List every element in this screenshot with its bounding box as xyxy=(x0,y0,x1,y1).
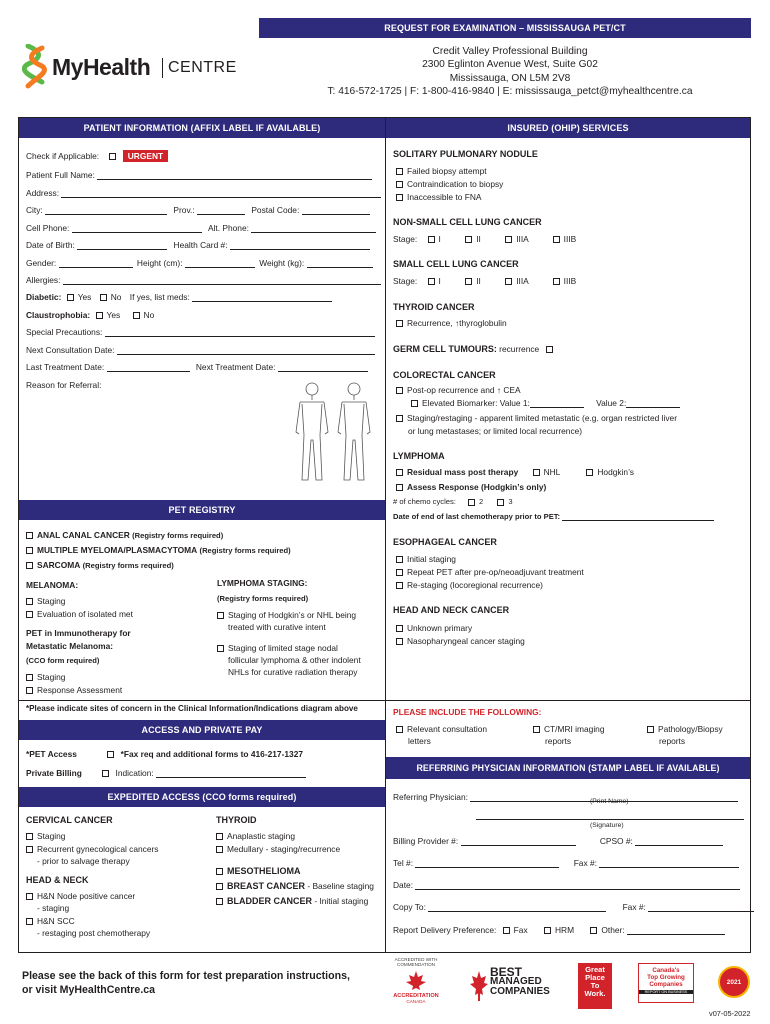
postop-recurrence-checkbox[interactable] xyxy=(396,387,403,394)
pref-other-field[interactable] xyxy=(627,926,725,935)
column-divider xyxy=(385,117,386,953)
myhealth-logo xyxy=(22,44,242,94)
fax-field[interactable] xyxy=(599,859,739,868)
recurrent-gyn-checkbox[interactable] xyxy=(26,846,33,853)
anaplastic-checkbox[interactable] xyxy=(216,833,223,840)
unknown-primary-checkbox[interactable] xyxy=(396,625,403,632)
best-managed-logo: BEST MANAGED COMPANIES xyxy=(470,967,550,1003)
top-growing-badge: Canada's Top Growing Companies REPORT ON BUSINESS xyxy=(638,963,694,1003)
anal-canal-checkbox[interactable] xyxy=(26,532,33,539)
nsclc-stage-iiib[interactable] xyxy=(553,236,560,243)
billing-provider-field[interactable] xyxy=(461,837,576,846)
isolated-met-checkbox[interactable] xyxy=(26,611,33,618)
last-treat-field[interactable] xyxy=(107,363,190,372)
private-billing-checkbox[interactable] xyxy=(102,770,109,777)
inaccessible-checkbox[interactable] xyxy=(396,194,403,201)
alt-phone-field[interactable] xyxy=(251,224,376,233)
chemo-cycles-2-checkbox[interactable] xyxy=(468,499,475,506)
immuno-staging-checkbox[interactable] xyxy=(26,674,33,681)
pref-fax-checkbox[interactable] xyxy=(503,927,510,934)
hn-scc-checkbox[interactable] xyxy=(26,918,33,925)
maple-leaf-icon xyxy=(470,969,488,1001)
chemo-cycles-3-checkbox[interactable] xyxy=(497,499,504,506)
assess-response-checkbox[interactable] xyxy=(396,484,403,491)
postal-field[interactable] xyxy=(302,206,370,215)
claustro-yes-checkbox[interactable] xyxy=(96,312,103,319)
logo-centre-text: CENTRE xyxy=(168,59,237,76)
version-label: v07-05-2022 xyxy=(709,1009,751,1018)
accreditation-badge: ACCREDITED WITH COMMENDATION ACCREDITATION CANADA xyxy=(393,957,439,1004)
col-staging-checkbox[interactable] xyxy=(396,415,403,422)
pref-hrm-checkbox[interactable] xyxy=(544,927,551,934)
eso-restaging-checkbox[interactable] xyxy=(396,582,403,589)
award-seal-badge: 2021 xyxy=(718,966,750,998)
signature-line[interactable] xyxy=(476,819,744,820)
hn-node-checkbox[interactable] xyxy=(26,893,33,900)
melanoma-staging-checkbox[interactable] xyxy=(26,598,33,605)
body-diagram-icon[interactable] xyxy=(288,380,380,490)
nhl-checkbox[interactable] xyxy=(533,469,540,476)
claustro-no-checkbox[interactable] xyxy=(133,312,140,319)
next-consult-field[interactable] xyxy=(117,346,375,355)
chemo-end-date-field[interactable] xyxy=(562,512,714,521)
patient-info-header: PATIENT INFORMATION (AFFIX LABEL IF AVAILABLE) xyxy=(19,118,385,138)
biomarker-value2-field[interactable] xyxy=(626,399,680,408)
gender-field[interactable] xyxy=(59,259,133,268)
great-place-to-work-badge: Great Place To Work. xyxy=(578,963,612,1009)
logo-divider xyxy=(162,58,163,78)
arrow-up-icon: ↑ xyxy=(454,318,460,328)
elevated-biomarker-checkbox[interactable] xyxy=(411,400,418,407)
dob-field[interactable] xyxy=(77,241,167,250)
copy-fax-field[interactable] xyxy=(648,903,754,912)
thyroid-recurrence-checkbox[interactable] xyxy=(396,320,403,327)
include-pathology-checkbox[interactable] xyxy=(647,726,654,733)
sarcoma-checkbox[interactable] xyxy=(26,562,33,569)
address-field[interactable] xyxy=(61,189,381,198)
failed-biopsy-checkbox[interactable] xyxy=(396,168,403,175)
nsclc-stage-ii[interactable] xyxy=(465,236,472,243)
diabetic-no-checkbox[interactable] xyxy=(100,294,107,301)
pet-registry-header: PET REGISTRY xyxy=(19,500,385,520)
bladder-checkbox[interactable] xyxy=(216,898,223,905)
cell-phone-field[interactable] xyxy=(72,224,202,233)
form-title-bar xyxy=(259,18,751,38)
logo-mark-icon xyxy=(22,44,48,90)
hodgkins-checkbox[interactable] xyxy=(586,469,593,476)
footer-instructions: Please see the back of this form for test preparation instructions, or visit MyHealthCentre.ca xyxy=(22,970,350,996)
sclc-stage-iiib[interactable] xyxy=(553,278,560,285)
tel-field[interactable] xyxy=(415,859,559,868)
full-name-field[interactable] xyxy=(97,171,372,180)
physician-header: REFERRING PHYSICIAN INFORMATION (STAMP LABEL IF AVAILABLE) xyxy=(386,757,750,779)
hodgkins-staging-checkbox[interactable] xyxy=(217,612,224,619)
myeloma-checkbox[interactable] xyxy=(26,547,33,554)
sclc-stage-i[interactable] xyxy=(428,278,435,285)
health-card-field[interactable] xyxy=(230,241,370,250)
sclc-stage-iiia[interactable] xyxy=(505,278,512,285)
breast-checkbox[interactable] xyxy=(216,883,223,890)
pref-other-checkbox[interactable] xyxy=(590,927,597,934)
urgent-checkbox[interactable] xyxy=(109,153,116,160)
cervical-staging-checkbox[interactable] xyxy=(26,833,33,840)
germ-cell-checkbox[interactable] xyxy=(546,346,553,353)
allergies-field[interactable] xyxy=(63,276,381,285)
urgent-badge: URGENT xyxy=(123,150,168,162)
meds-field[interactable] xyxy=(192,293,332,302)
insured-header: INSURED (OHIP) SERVICES xyxy=(386,118,750,138)
access-header: ACCESS AND PRIVATE PAY xyxy=(19,720,385,740)
follicular-staging-checkbox[interactable] xyxy=(217,645,224,652)
pet-access-checkbox[interactable] xyxy=(107,751,114,758)
contraindication-checkbox[interactable] xyxy=(396,181,403,188)
eso-initial-checkbox[interactable] xyxy=(396,556,403,563)
arrow-up-icon: ↑ xyxy=(496,385,502,395)
expedited-header: EXPEDITED ACCESS (CCO forms required) xyxy=(19,787,385,807)
clinic-address: Credit Valley Professional Building 2300 Eglinton Avenue West, Suite G02 Mississauga, ON L5M 2V8 T: 416-572-1725 | F: 1-800-416-9840 | E: mississauga_petct@myhealthcentre.ca xyxy=(327,46,693,97)
biomarker-value1-field[interactable] xyxy=(530,399,584,408)
cpso-field[interactable] xyxy=(635,837,723,846)
indication-field[interactable] xyxy=(156,769,306,778)
response-assessment-checkbox[interactable] xyxy=(26,687,33,694)
form-title: REQUEST FOR EXAMINATION – MISSISSAUGA PET/CT xyxy=(384,23,626,33)
nasopharyngeal-checkbox[interactable] xyxy=(396,638,403,645)
nsclc-stage-i[interactable] xyxy=(428,236,435,243)
mesothelioma-checkbox[interactable] xyxy=(216,868,223,875)
medullary-checkbox[interactable] xyxy=(216,846,223,853)
maple-leaf-icon xyxy=(405,971,427,991)
eso-repeat-checkbox[interactable] xyxy=(396,569,403,576)
include-consultation-checkbox[interactable] xyxy=(396,726,403,733)
nsclc-stage-iiia[interactable] xyxy=(505,236,512,243)
prov-field[interactable] xyxy=(197,206,245,215)
copy-to-field[interactable] xyxy=(428,903,606,912)
special-precautions-field[interactable] xyxy=(105,328,375,337)
city-field[interactable] xyxy=(45,206,167,215)
next-treat-field[interactable] xyxy=(278,363,368,372)
height-field[interactable] xyxy=(185,259,255,268)
include-imaging-checkbox[interactable] xyxy=(533,726,540,733)
diabetic-yes-checkbox[interactable] xyxy=(67,294,74,301)
logo-brand-text: MyHealth xyxy=(52,54,151,80)
weight-field[interactable] xyxy=(307,259,373,268)
residual-mass-checkbox[interactable] xyxy=(396,469,403,476)
sclc-stage-ii[interactable] xyxy=(465,278,472,285)
date-field[interactable] xyxy=(415,881,740,890)
